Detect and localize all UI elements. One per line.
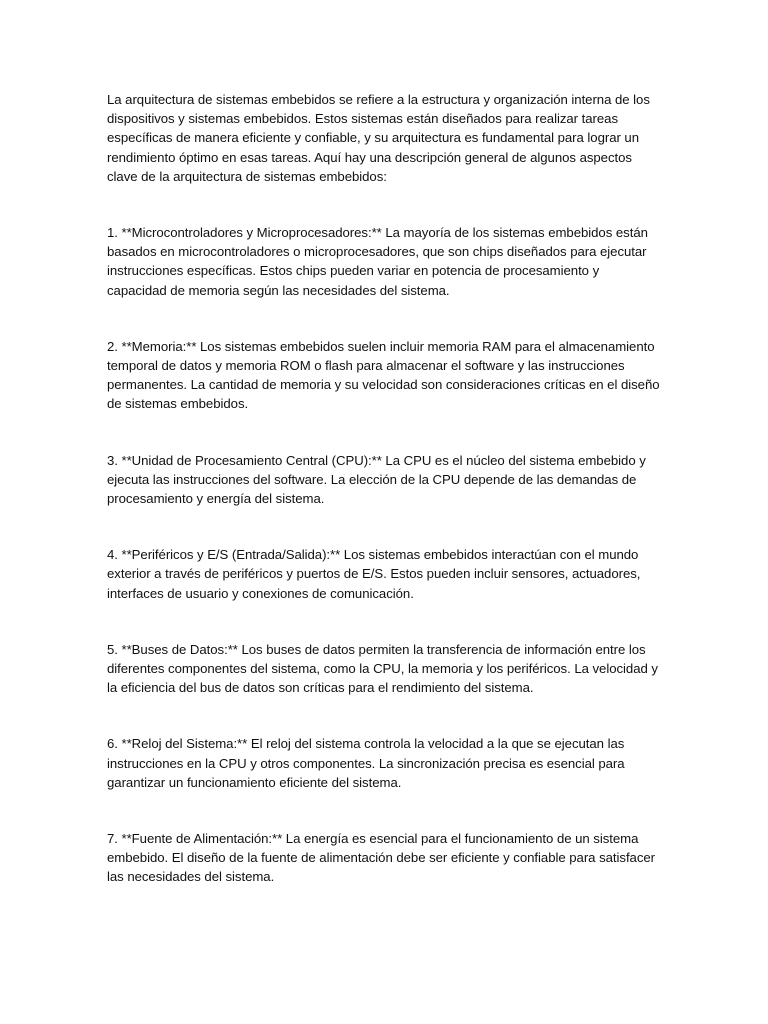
item-microcontroladores: 1. **Microcontroladores y Microprocesadores:** La mayoría de los sistemas embebidos están basados en microcontroladores o microprocesadores, que son chips diseñados para ejecutar instrucciones específicas. Estos chips pueden variar en potencia de procesamiento y capacidad de memoria según las necesidades del sistema. xyxy=(107,225,648,298)
item-buses-de-datos: 5. **Buses de Datos:** Los buses de datos permiten la transferencia de información entre los diferentes componentes del sistema, como la CPU, la memoria y los periféricos. La velocidad y la eficiencia del bus de datos son críticas para el rendimiento del sistema. xyxy=(107,641,658,696)
document-body xyxy=(107,90,662,887)
item-perifericos: 4. **Periféricos y E/S (Entrada/Salida):** Los sistemas embebidos interactúan con el mundo exterior a través de periféricos y puertos de E/S. Estos pueden incluir sensores, actuadores, interfaces de usuario y conexiones de comunicación. xyxy=(107,547,641,601)
item-cpu: 3. **Unidad de Procesamiento Central (CPU):** La CPU es el núcleo del sistema embebido y ejecuta las instrucciones del software. La elección de la CPU depende de las demandas de procesamiento y energía del sistema. xyxy=(107,452,646,507)
intro-paragraph: La arquitectura de sistemas embebidos se refiere a la estructura y organización interna de los dispositivos y sistemas embebidos. Estos sistemas están diseñados para realizar tareas específicas de manera eficiente y confiable, y su arquitectura es fundamental para lograr un rendimiento óptimo en esas tareas. Aquí hay una descripción general de algunos aspectos clave de la arquitectura de sistemas embebidos: xyxy=(107,92,650,184)
item-reloj-del-sistema: 6. **Reloj del Sistema:** El reloj del sistema controla la velocidad a la que se ejecutan las instrucciones en la CPU y otros componentes. La sincronización precisa es esencial para garantizar un funcionamiento eficiente del sistema. xyxy=(107,736,625,790)
item-fuente-de-alimentacion: 7. **Fuente de Alimentación:** La energía es esencial para el funcionamiento de un sistema embebido. El diseño de la fuente de alimentación debe ser eficiente y confiable para satisfacer las necesidades del sistema. xyxy=(107,831,656,885)
item-memoria: 2. **Memoria:** Los sistemas embebidos suelen incluir memoria RAM para el almacenamiento temporal de datos y memoria ROM o flash para almacenar el software y las instrucciones permanentes. La cantidad de memoria y su velocidad son consideraciones críticas en el diseño de sistemas embebidos. xyxy=(107,338,660,412)
